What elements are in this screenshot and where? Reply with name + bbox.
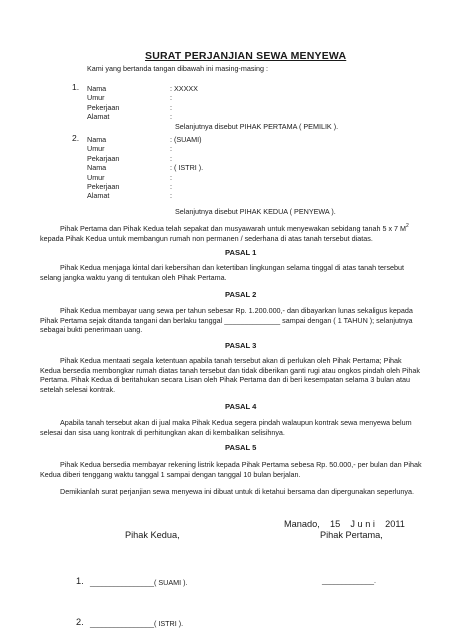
pasal-3-body (40, 356, 440, 394)
party2-values (170, 135, 203, 201)
pasal-5-body (40, 460, 440, 479)
pasal-line: Pihak Kedua menjaga kintal dari kebersihan dan ketertiban lingkungan selama tinggal di atas tanah tersebut (60, 263, 405, 272)
party1-designation: Selanjutnya disebut PIHAK PERTAMA ( PEMILIK ). (175, 122, 339, 131)
pasal-2-body (40, 306, 440, 335)
pasal-line: Pihak Kedua membayar uang sewa per tahun sebesar Rp. 1.200.000,- dan dibayarkan lunas sekaligus kepada (60, 306, 413, 315)
signatory-label-right: Pihak Pertama, (320, 530, 383, 540)
superscript-two: 2 (406, 223, 409, 229)
party1-label: Alamat (87, 112, 110, 122)
party2-value: : (170, 144, 172, 154)
party2-label: Nama (87, 135, 107, 144)
pasal-line: sebagai bukti penerimaan uang. (40, 325, 143, 335)
party2-label: Nama (87, 163, 107, 173)
pasal-line: Pihak Pertama sejak ditanda tangani dan berlaku tanggal ______________ sampai dengan ( 1 TAHUN ); selanjutnya (40, 315, 413, 325)
party1-number: 1. (72, 82, 80, 92)
pasal-2-heading: PASAL 2 (225, 290, 257, 299)
pasal-1-body (40, 263, 440, 282)
party2-label: Umur (87, 144, 105, 154)
pasal-line: selang jangka waktu yang di tentukan oleh Pihak Pertama. (40, 272, 227, 282)
party2-label: Pekarjaan (87, 153, 120, 163)
pasal-line: setelah selesai kontrak. (40, 384, 116, 394)
party2-label: Alamat (87, 191, 110, 201)
party1-labels (87, 84, 119, 122)
party2-designation: Selanjutnya disebut PIHAK KEDUA ( PENYEWA ). (175, 207, 336, 216)
party1-label: Pekerjaan (87, 102, 120, 112)
pasal-3-heading: PASAL 3 (225, 341, 257, 350)
party2-value: : (170, 172, 172, 182)
signature-line-pemilik: _____________. (322, 576, 376, 585)
signature-number: 2. (76, 617, 84, 627)
party1-values (170, 84, 198, 122)
party2-value: : (170, 153, 172, 163)
pasal-line: Pertama. Pihak Kedua di beritahukan secara Lisan oleh Pihak Pertama dan di beri kesempatan selama 3 bulan atau (40, 375, 410, 385)
party1-value: : (170, 112, 172, 122)
pasal-line: Pihak Kedua bersedia membayar rekening listrik kepada Pihak Pertama sebesa Rp. 50.000,- per bulan dan Pihak (60, 460, 422, 469)
closing-statement: Demikianlah surat perjanjian sewa menyewa ini dibuat untuk di ketahui bersama dan dipergunakan seperlunya. (60, 487, 414, 496)
pasal-line: Pihak Kedua mentaati segala ketentuan apabila tanah tersebut akan di perlukan oleh Pihak Pertama; Pihak (60, 356, 402, 365)
signature-line-istri: ________________( ISTRI ). (90, 619, 184, 628)
pasal-line: Kedua diberi tenggang waktu tanggal 1 sampai dengan tanggal 10 bulan berjalan. (40, 469, 301, 479)
party2-value: : (170, 182, 172, 192)
document-title: SURAT PERJANJIAN SEWA MENYEWA (145, 50, 347, 62)
party2-labels (87, 135, 119, 201)
party1-value: : XXXXX (170, 84, 198, 93)
pasal-line: Kedua bersedia membongkar rumah diatas tanah tersebut dan tidak diberikan ganti rugi atau ongkos pindah oleh Pihak (40, 365, 420, 375)
place-date: Manado, 15 J u n i 2011 (284, 519, 405, 529)
pasal-line: Apabila tanah tersebut akan di jual maka Pihak Kedua segera pindah walaupun kontrak sewa menyewa belum (60, 418, 412, 427)
party2-label: Pekerjaan (87, 182, 120, 192)
party2-number: 2. (72, 133, 80, 143)
pasal-1-heading: PASAL 1 (225, 248, 257, 257)
signature-number: 1. (76, 576, 84, 586)
party1-value: : (170, 102, 172, 112)
party1-label: Nama (87, 84, 107, 93)
party2-value: : (170, 191, 172, 201)
party2-label: Umur (87, 172, 105, 182)
signatory-label-left: Pihak Kedua, (125, 530, 180, 540)
pasal-5-heading: PASAL 5 (225, 443, 257, 452)
party1-label: Umur (87, 93, 105, 103)
pasal-4-body (40, 418, 440, 437)
signature-line-suami: ________________( SUAMI ). (90, 578, 188, 587)
agreement-line: Pihak Pertama dan Pihak Kedua telah sepakat dan musyawarah untuk menyewakan sebidang tanah 5 x 7 M (60, 224, 407, 233)
pasal-line: selesai dan sisa uang kontrak di perhitungkan akan di kembalikan selisihnya. (40, 427, 285, 437)
agreement-line: kepada Pihak Kedua untuk membangun rumah non permanen / sederhana di atas tanah tersebut diatas. (40, 233, 373, 243)
agreement-paragraph (40, 224, 440, 243)
party1-value: : (170, 93, 172, 103)
party2-value: : (SUAMI) (170, 135, 202, 144)
intro-text: Kami yang bertanda tangan dibawah ini masing-masing : (87, 64, 268, 73)
pasal-4-heading: PASAL 4 (225, 402, 257, 411)
party2-value: : ( ISTRI ). (170, 163, 204, 173)
